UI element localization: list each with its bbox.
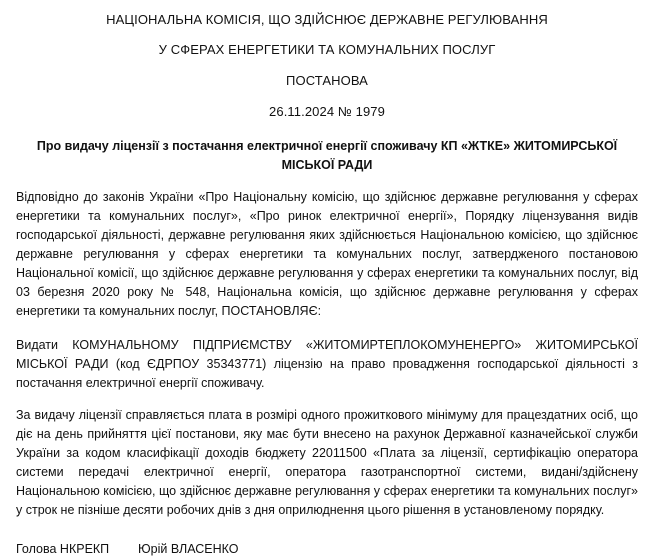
signatory-name: Юрій ВЛАСЕНКО [138,542,239,556]
document-title: Про видачу ліцензії з постачання електричної енергії споживачу КП «ЖТКЕ» ЖИТОМИРСЬКОЇ МІСЬКОЇ РАДИ [36,139,618,172]
document-page [16,0,638,560]
commission-name-line-1: НАЦІОНАЛЬНА КОМІСІЯ, ЩО ЗДІЙСНЮЄ ДЕРЖАВНЕ РЕГУЛЮВАННЯ [106,12,548,27]
resolution-paragraph: Видати КОМУНАЛЬНОМУ ПІДПРИЄМСТВУ «ЖИТОМИРТЕПЛОКОМУНЕНЕРГО» ЖИТОМИРСЬКОЇ МІСЬКОЇ РАДИ (код ЄДРПОУ 35343771) ліцензію на право провадження господарської діяльності з постачання електричної енергії споживачу. [16,338,638,390]
signature-block [16,540,638,558]
preamble-paragraph: Відповідно до законів України «Про Національну комісію, що здійснює державне регулювання у сферах енергетики та комунальних послуг», «Про ринок електричної енергії», Порядку ліцензування видів господарської діяльності, державне регулювання яких здійснюється Національною комісією, що здійснює державне регулювання у сферах енергетики та комунальних послуг, затвердженого постановою Національної комісії, що здійснює державне регулювання у сферах енергетики та комунальних послуг, від 03 березня 2020 року № 548, Національна комісія, що здійснює державне регулювання у сферах енергетики та комунальних послуг, ПОСТАНОВЛЯЄ: [16,190,638,318]
signatory-role: Голова НКРЕКП [16,542,110,556]
fee-paragraph: За видачу ліцензії справляється плата в розмірі одного прожиткового мінімуму для працездатних осіб, що діє на день прийняття цієї постанови, яку має бути внесено на рахунок Державної казначейської служби України за кодом класифікації доходів бюджету 22011500 «Плата за ліцензії, сертифікацію оператора системи передачі електричної енергії, оператора газотранспортної системи, видані/здійснену Національною комісією, що здійснює державне регулювання у сферах енергетики та комунальних послуг» у строк не пізніше десяти робочих днів з дня оприлюднення цього рішення в установленому порядку. [16,408,638,517]
document-type: ПОСТАНОВА [286,73,368,88]
document-date-number: 26.11.2024 № 1979 [269,104,385,119]
commission-name-line-2: У СФЕРАХ ЕНЕРГЕТИКИ ТА КОМУНАЛЬНИХ ПОСЛУГ [158,42,496,57]
